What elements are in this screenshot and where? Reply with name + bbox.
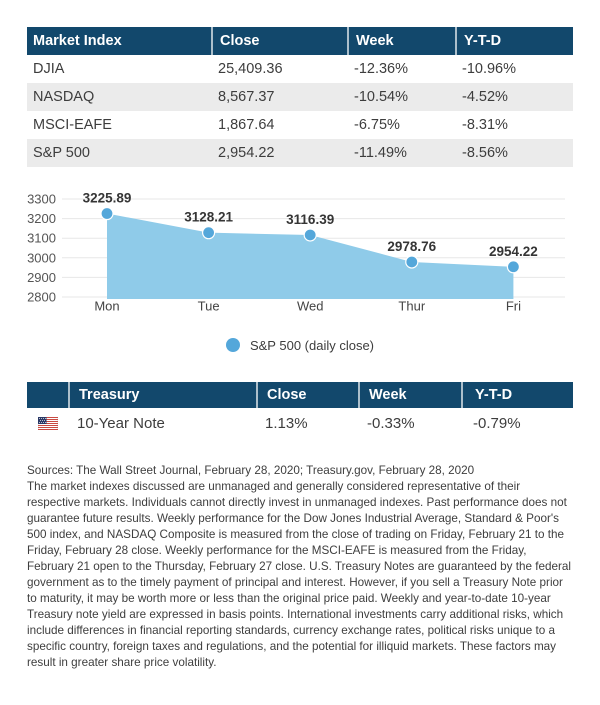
svg-text:3300: 3300 xyxy=(27,191,56,207)
footer-text-block xyxy=(27,463,573,671)
week-value: -10.54% xyxy=(354,89,409,105)
column-header-week: Week xyxy=(347,27,455,55)
column-header-market-index: Market Index xyxy=(33,33,122,49)
svg-text:3200: 3200 xyxy=(27,211,56,227)
svg-text:Thur: Thur xyxy=(398,298,426,314)
svg-text:2954.22: 2954.22 xyxy=(488,243,538,259)
legend-label: S&P 500 (daily close) xyxy=(249,337,375,353)
us-flag-icon xyxy=(27,417,68,430)
close-value: 2,954.22 xyxy=(218,145,275,161)
ytd-value: -8.56% xyxy=(462,145,508,161)
svg-text:3100: 3100 xyxy=(27,230,56,246)
svg-text:Tue: Tue xyxy=(197,298,220,314)
svg-text:Wed: Wed xyxy=(296,298,324,314)
svg-text:3116.39: 3116.39 xyxy=(286,211,335,227)
column-header-ytd: Y-T-D xyxy=(461,382,573,408)
close-value: 1.13% xyxy=(265,414,308,432)
week-value: -6.75% xyxy=(354,117,400,133)
legend-marker-icon xyxy=(226,338,240,352)
svg-text:3000: 3000 xyxy=(27,250,56,266)
chart-canvas xyxy=(0,178,600,316)
table-row-msci-eafe xyxy=(27,111,573,139)
svg-text:2978.76: 2978.76 xyxy=(387,238,437,254)
table-row-10-year-note xyxy=(27,408,573,438)
treasury-name: 10-Year Note xyxy=(77,414,165,432)
ytd-value: -10.96% xyxy=(462,61,517,77)
week-value: -12.36% xyxy=(354,61,409,77)
column-header-treasury: Treasury xyxy=(68,382,256,408)
ytd-value: -4.52% xyxy=(462,89,508,105)
index-name: S&P 500 xyxy=(33,145,90,161)
ytd-value: -0.79% xyxy=(473,414,521,432)
sources-line: Sources: The Wall Street Journal, February 28, 2020; Treasury.gov, February 28, 2020 xyxy=(27,464,475,477)
column-header-week: Week xyxy=(358,382,461,408)
close-value: 8,567.37 xyxy=(218,89,275,105)
market-index-table xyxy=(27,27,573,167)
svg-text:Fri: Fri xyxy=(505,298,521,314)
treasury-table xyxy=(27,382,573,438)
chart-legend xyxy=(0,337,600,353)
treasury-table-header xyxy=(27,382,573,408)
index-name: MSCI-EAFE xyxy=(33,117,112,133)
index-name: DJIA xyxy=(33,61,65,77)
table-row-djia xyxy=(27,55,573,83)
disclaimer-text: The market indexes discussed are unmanaged and generally considered representative of their respective markets. Individuals cannot directly invest in unmanaged indexes. Past performance does not guarantee future results. Weekly performance for the Dow Jones Industrial Average, Standard & Poor's 500 index, and NASDAQ Composite is measured from the close of trading on Friday, February 21 to the Friday, February 28 close. Weekly performance for the MSCI-EAFE is measured from the Friday, February 21 open to the Thursday, February 27 close. U.S. Treasury Notes are guaranteed by the federal government as to the timely payment of principal and interest. However, if you sell a Treasury Note prior to maturity, it may be worth more or less than the original price paid. Weekly and year-to-date 10-year Treasury note yield are expressed in basis points. International investments carry additional risks, which include differences in financial reporting standards, currency exchange rates, political risks unique to a specific country, foreign taxes and regulations, and the potential for illiquid markets. These factors may result in greater share price volatility. xyxy=(27,480,571,669)
close-value: 25,409.36 xyxy=(218,61,283,77)
ytd-value: -8.31% xyxy=(462,117,508,133)
svg-text:3225.89: 3225.89 xyxy=(82,190,132,206)
table-row-sp500 xyxy=(27,139,573,167)
column-header-close: Close xyxy=(211,27,347,55)
svg-text:3128.21: 3128.21 xyxy=(184,209,234,225)
svg-text:2800: 2800 xyxy=(27,289,56,305)
week-value: -11.49% xyxy=(354,145,407,161)
column-header-flag xyxy=(27,382,68,408)
svg-text:2900: 2900 xyxy=(27,269,56,285)
sp500-area-chart xyxy=(0,178,600,321)
close-value: 1,867.64 xyxy=(218,117,275,133)
table-row-nasdaq xyxy=(27,83,573,111)
column-header-close: Close xyxy=(256,382,358,408)
week-value: -0.33% xyxy=(367,414,415,432)
index-name: NASDAQ xyxy=(33,89,95,105)
column-header-ytd: Y-T-D xyxy=(455,27,573,55)
svg-text:Mon: Mon xyxy=(94,298,120,314)
market-table-header xyxy=(27,27,573,55)
